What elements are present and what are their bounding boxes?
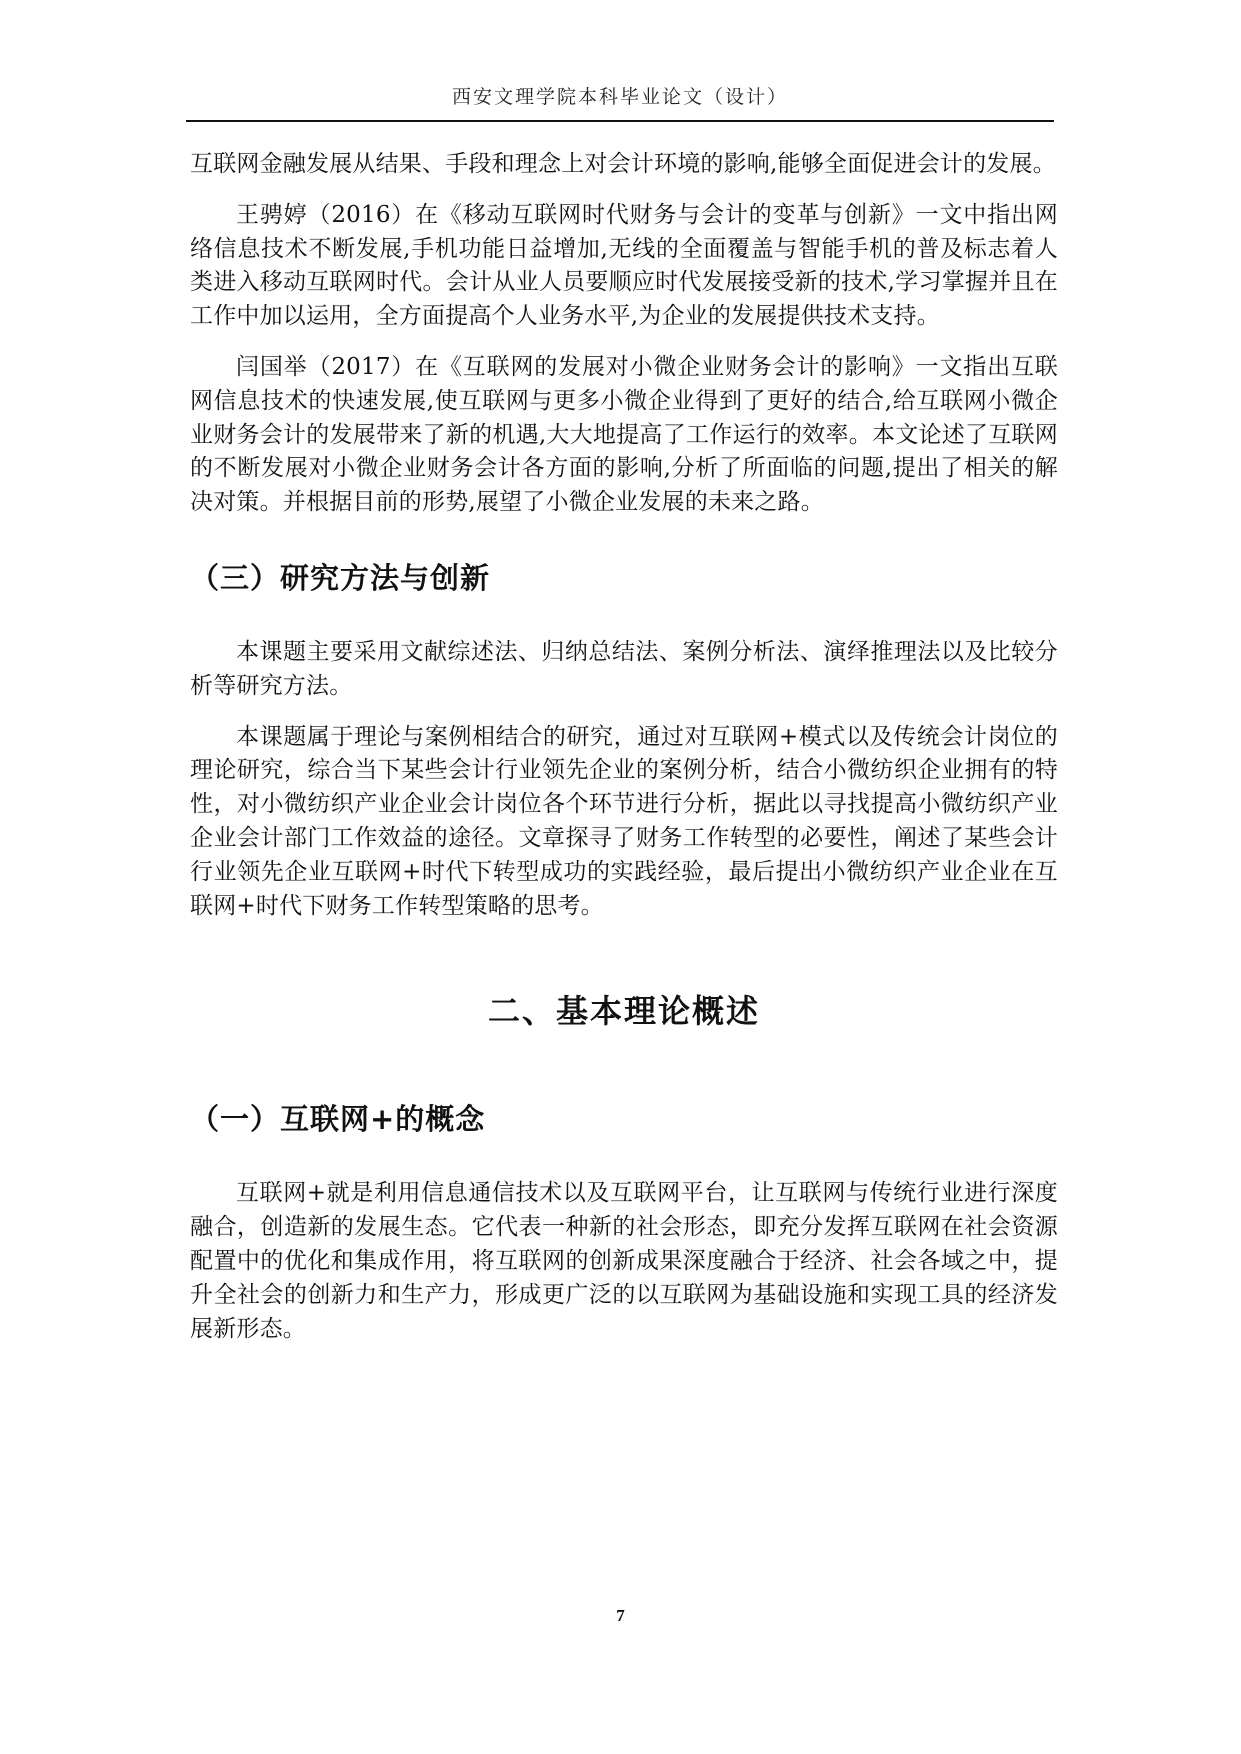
section-heading-internet-plus-concept: （一）互联网+的概念 [190, 1102, 486, 1137]
paragraph-internet-plus-definition: 互联网+就是利用信息通信技术以及互联网平台，让互联网与传统行业进行深度融合，创造新的发展生态。它代表一种新的社会形态，即充分发挥互联网在社会资源配置中的优化和集成作用，将互联网的创新成果深度融合于经济、社会各域之中，提升全社会的创新力和生产力，形成更广泛的以互联网为基础设施和实现工具的经济发展新形态。 [190, 1180, 1058, 1342]
running-header: 西安文理学院本科毕业论文（设计） [451, 86, 788, 108]
section-heading-research-methods: （三）研究方法与创新 [190, 560, 491, 595]
paragraph-continuation: 互联网金融发展从结果、手段和理念上对会计环境的影响,能够全面促进会计的发展。 [190, 151, 1056, 177]
page-number: 7 [616, 1606, 625, 1625]
paragraph-wang-2016: 王骋婷（2016）在《移动互联网时代财务与会计的变革与创新》一文中指出网络信息技术不断发展,手机功能日益增加,无线的全面覆盖与智能手机的普及标志着人类进入移动互联网时代。会计从业人员要顺应时代发展接受新的技术,学习掌握并且在工作中加以运用，全方面提高个人业务水平,为企业的发展提供技术支持。 [190, 201, 1058, 330]
page-body [190, 148, 1058, 1346]
paragraph-methods: 本课题主要采用文献综述法、归纳总结法、案例分析法、演绎推理法以及比较分析等研究方法。 [190, 638, 1058, 699]
header-divider [186, 120, 1054, 122]
paragraph-yan-2017: 闫国举（2017）在《互联网的发展对小微企业财务会计的影响》一文指出互联网信息技术的快速发展,使互联网与更多小微企业得到了更好的结合,给互联网小微企业财务会计的发展带来了新的机遇,大大地提高了工作运行的效率。本文论述了互联网的不断发展对小微企业财务会计各方面的影响,分析了所面临的问题,提出了相关的解决对策。并根据目前的形势,展望了小微企业发展的未来之路。 [190, 353, 1058, 516]
paragraph-research-scope: 本课题属于理论与案例相结合的研究，通过对互联网+模式以及传统会计岗位的理论研究，综合当下某些会计行业领先企业的案例分析，结合小微纺织企业拥有的特性，对小微纺织产业企业会计岗位各个环节进行分析，据此以寻找提高小微纺织产业企业会计部门工作效益的途径。文章探寻了财务工作转型的必要性，阐述了某些会计行业领先企业互联网+时代下转型成功的实践经验，最后提出小微纺织产业企业在互联网+时代下财务工作转型策略的思考。 [190, 723, 1058, 919]
chapter-heading-basic-theory: 二、基本理论概述 [487, 992, 760, 1031]
